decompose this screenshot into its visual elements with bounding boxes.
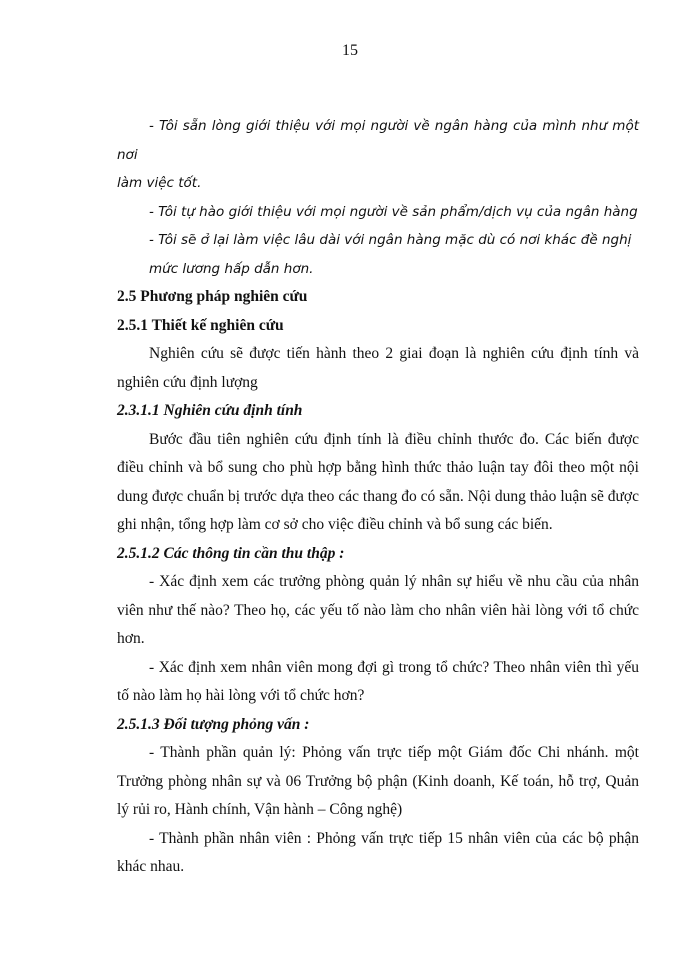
section-2-5-1-2-heading: 2.5.1.2 Các thông tin cần thu thập : — [117, 544, 345, 562]
section-2-3-1-1-heading: 2.3.1.1 Nghiên cứu định tính — [117, 402, 303, 419]
intro-list — [117, 112, 639, 283]
section-2-5-1-3-paragraph-2: - Thành phần nhân viên : Phỏng vấn trực tiếp 15 nhân viên của các bộ phận khác nhau. — [117, 829, 639, 875]
section-2-5-1-paragraph: Nghiên cứu sẽ được tiến hành theo 2 giai đoạn là nghiên cứu định tính và nghiên cứu định lượng — [117, 345, 639, 391]
section-2-5-1-2-paragraph-2: - Xác định xem nhân viên mong đợi gì trong tổ chức? Theo nhân viên thì yếu tố nào làm họ hài lòng với tổ chức hơn? — [117, 658, 639, 704]
document-body — [117, 112, 639, 882]
intro-item-1-line-1: - Tôi sẵn lòng giới thiệu với mọi người về ngân hàng của mình như một nơi — [117, 118, 639, 163]
section-2-5-1-3-paragraph-1: - Thành phần quản lý: Phỏng vấn trực tiếp một Giám đốc Chi nhánh. một Trưởng phòng nhân sự và 06 Trưởng bộ phận (Kinh doanh, Kế toán, hỗ trợ, Quản lý rủi ro, Hành chính, Vận hành – Công nghệ) — [117, 744, 639, 818]
section-2-5-1-3-heading: 2.5.1.3 Đối tượng phỏng vấn : — [117, 715, 310, 733]
intro-item-3-line-2: mức lương hấp dẫn hơn. — [149, 260, 314, 277]
section-2-5-1-heading: 2.5.1 Thiết kế nghiên cứu — [117, 316, 284, 334]
intro-item-2-line-1: - Tôi tự hào giới thiệu với mọi người về sản phẩm/dịch vụ của ngân hàng — [149, 203, 638, 220]
page-number: 15 — [342, 42, 358, 59]
intro-item-1-line-2: làm việc tốt. — [117, 175, 202, 191]
intro-item-3-line-1: - Tôi sẽ ở lại làm việc lâu dài với ngân hàng mặc dù có nơi khác đề nghị — [149, 232, 632, 248]
section-2-5-1-2-paragraph-1: - Xác định xem các trưởng phòng quản lý nhân sự hiểu về nhu cầu của nhân viên như thế nào? Theo họ, các yếu tố nào làm cho nhân viên hài lòng với tổ chức hơn. — [117, 573, 639, 647]
section-2-3-1-1-paragraph: Bước đầu tiên nghiên cứu định tính là điều chỉnh thước đo. Các biến được điều chỉnh và bổ sung cho phù hợp bằng hình thức thảo luận tay đôi theo một nội dung được chuẩn bị trước dựa theo các thang đo có sẵn. Nội dung thảo luận sẽ được ghi nhận, tổng hợp làm cơ sở cho việc điều chỉnh và bổ sung các biến. — [117, 430, 639, 533]
section-2-5-heading: 2.5 Phương pháp nghiên cứu — [117, 288, 308, 305]
